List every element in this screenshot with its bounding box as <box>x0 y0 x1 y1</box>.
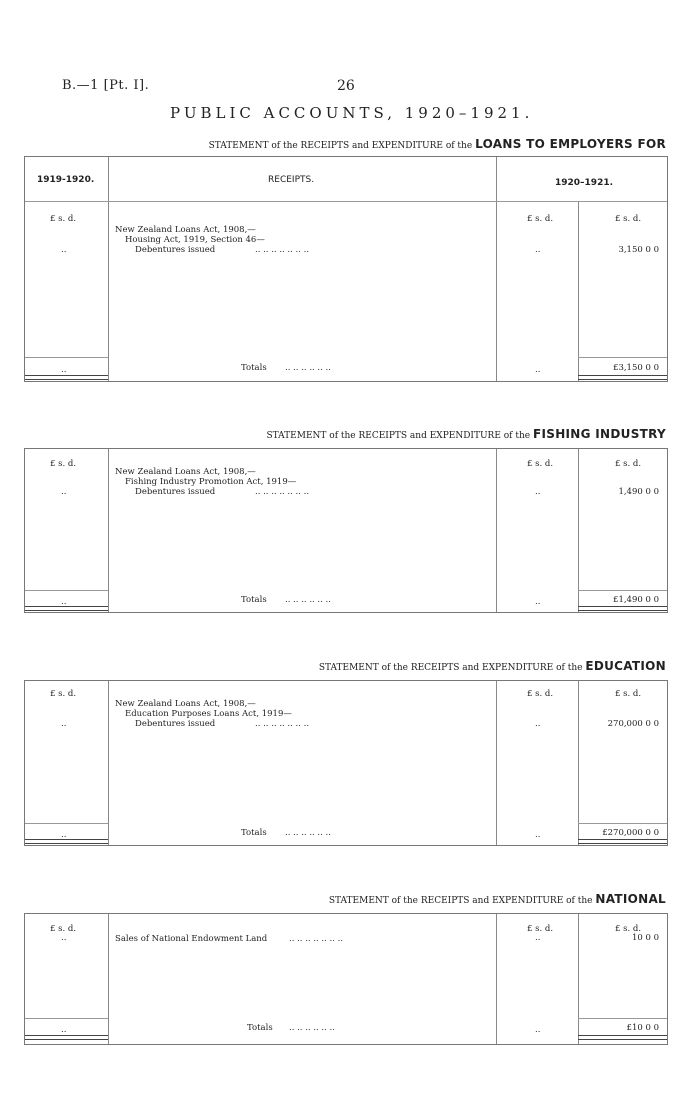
page-number: 26 <box>337 78 355 94</box>
leader-dots: .. .. .. .. .. .. <box>285 828 331 838</box>
sub-value: .. <box>535 719 541 729</box>
sub-value: .. <box>535 245 541 255</box>
prior-year-total: .. <box>61 1025 67 1035</box>
money-heading-sub: £ s. d. <box>527 459 554 469</box>
receipt-line: New Zealand Loans Act, 1908,— <box>115 225 256 235</box>
prior-year-total: .. <box>61 597 67 607</box>
leader-dots: .. .. .. .. .. .. <box>285 595 331 605</box>
money-heading-prior: £ s. d. <box>50 924 77 934</box>
totals-label: Totals <box>241 595 267 605</box>
statement-table-national <box>24 913 668 1045</box>
receipt-line: Education Purposes Loans Act, 1919— <box>125 709 292 719</box>
column-heading-receipts: RECEIPTS. <box>268 175 315 185</box>
statement-title-national: STATEMENT of the RECEIPTS and EXPENDITURE of the NATIONAL <box>328 892 666 906</box>
receipt-line: New Zealand Loans Act, 1908,— <box>115 699 256 709</box>
grand-total: £1,490 0 0 <box>613 595 659 605</box>
sub-total: .. <box>535 597 541 607</box>
sub-value: .. <box>535 933 541 943</box>
page-title: PUBLIC ACCOUNTS, 1920–1921. <box>170 104 534 122</box>
money-heading-prior: £ s. d. <box>50 214 77 224</box>
statement-title-education: STATEMENT of the RECEIPTS and EXPENDITURE of the EDUCATION <box>318 659 666 673</box>
money-heading-amount: £ s. d. <box>615 924 642 934</box>
statement-title-fishing-industry: STATEMENT of the RECEIPTS and EXPENDITURE of the FISHING INDUSTRY <box>266 427 666 441</box>
column-heading-current-year: 1920–1921. <box>555 178 614 188</box>
amount-value: 1,490 0 0 <box>618 487 659 497</box>
prior-year-value: .. <box>61 245 67 255</box>
receipt-line: Debentures issued <box>135 245 216 255</box>
sub-value: .. <box>535 487 541 497</box>
prior-year-value: .. <box>61 719 67 729</box>
statement-title-loans-to-employers: STATEMENT of the RECEIPTS and EXPENDITURE of the LOANS TO EMPLOYERS FOR <box>208 137 666 151</box>
leader-dots: .. .. .. .. .. .. .. <box>289 934 344 944</box>
grand-total: £270,000 0 0 <box>602 828 659 838</box>
money-heading-amount: £ s. d. <box>615 689 642 699</box>
sub-total: .. <box>535 830 541 840</box>
leader-dots: .. .. .. .. .. .. <box>289 1023 335 1033</box>
receipt-line: Housing Act, 1919, Section 46— <box>125 235 265 245</box>
amount-value: 3,150 0 0 <box>618 245 659 255</box>
leader-dots: .. .. .. .. .. .. .. <box>255 719 310 729</box>
totals-label: Totals <box>247 1023 273 1033</box>
money-heading-prior: £ s. d. <box>50 459 77 469</box>
totals-label: Totals <box>241 828 267 838</box>
money-heading-sub: £ s. d. <box>527 214 554 224</box>
money-heading-amount: £ s. d. <box>615 459 642 469</box>
statement-table-loans-to-employers <box>24 156 668 382</box>
receipt-line: Debentures issued <box>135 719 216 729</box>
receipt-line: New Zealand Loans Act, 1908,— <box>115 467 256 477</box>
prior-year-value: .. <box>61 933 67 943</box>
receipt-line: Sales of National Endowment Land <box>115 934 268 944</box>
leader-dots: .. .. .. .. .. .. .. <box>255 487 310 497</box>
column-heading-prior-year: 1919-1920. <box>37 175 95 185</box>
receipt-line: Debentures issued <box>135 487 216 497</box>
grand-total: £10 0 0 <box>626 1023 659 1033</box>
statement-table-education <box>24 680 668 846</box>
leader-dots: .. .. .. .. .. .. .. <box>255 245 310 255</box>
prior-year-total: .. <box>61 830 67 840</box>
money-heading-sub: £ s. d. <box>527 924 554 934</box>
money-heading-prior: £ s. d. <box>50 689 77 699</box>
document-reference: B.—1 [Pt. I]. <box>62 78 150 93</box>
money-heading-sub: £ s. d. <box>527 689 554 699</box>
prior-year-value: .. <box>61 487 67 497</box>
totals-label: Totals <box>241 363 267 373</box>
receipt-line: Fishing Industry Promotion Act, 1919— <box>125 477 297 487</box>
sub-total: .. <box>535 1025 541 1035</box>
leader-dots: .. .. .. .. .. .. <box>285 363 331 373</box>
statement-table-fishing-industry <box>24 448 668 613</box>
grand-total: £3,150 0 0 <box>613 363 659 373</box>
money-heading-amount: £ s. d. <box>615 214 642 224</box>
prior-year-total: .. <box>61 365 67 375</box>
amount-value: 270,000 0 0 <box>607 719 659 729</box>
amount-value: 10 0 0 <box>631 933 659 943</box>
sub-total: .. <box>535 365 541 375</box>
